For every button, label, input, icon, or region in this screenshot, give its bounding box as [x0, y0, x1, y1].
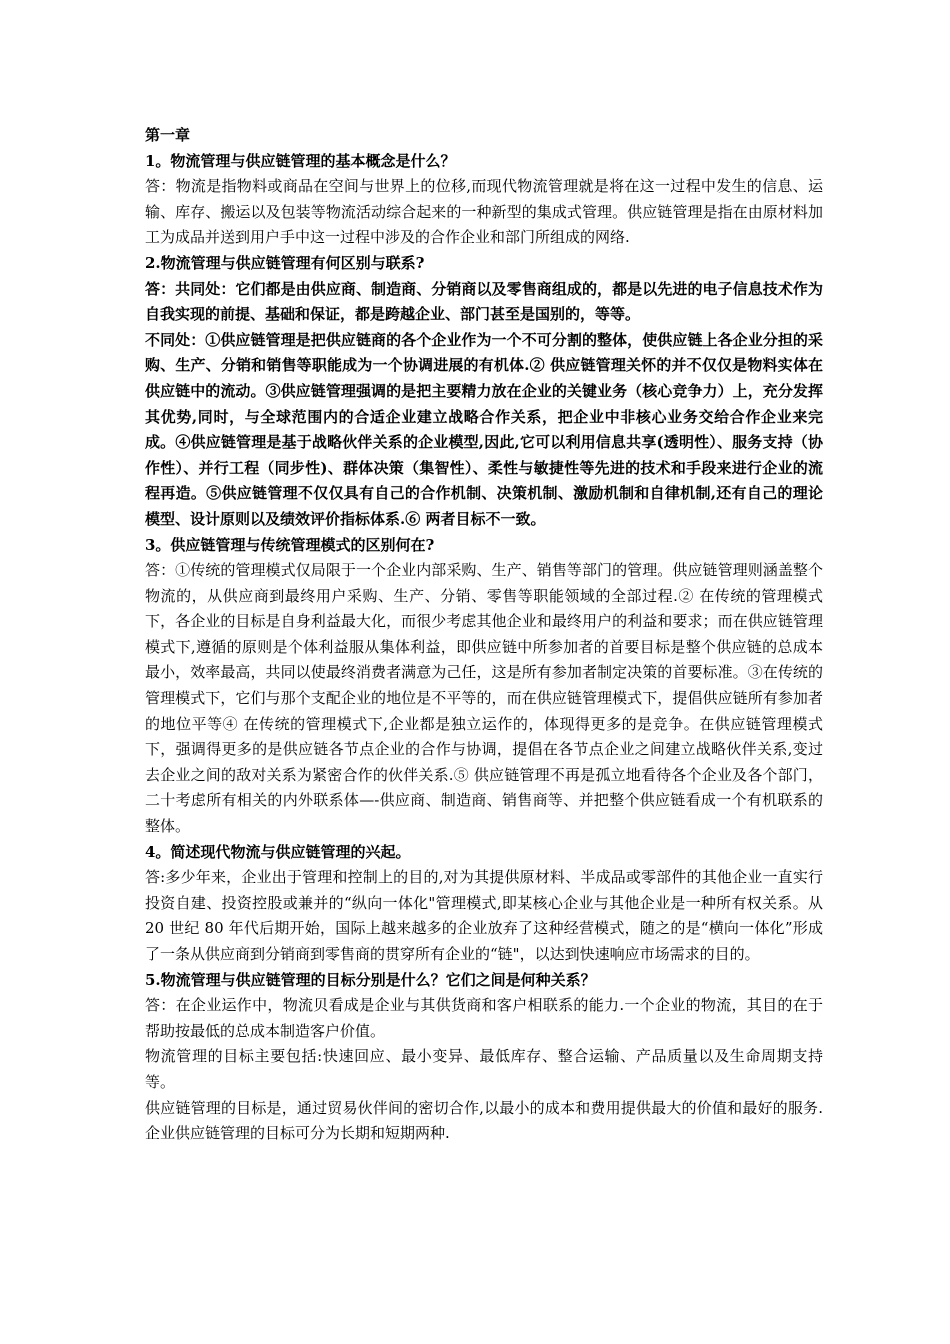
chapter-title: 第一章 [145, 126, 191, 144]
question-4: 4。简述现代物流与供应链管理的兴起。 [145, 842, 411, 861]
answer-1: 答：物流是指物料或商品在空间与世界上的位移,而现代物流管理就是将在这一过程中发生的信息、运输、库存、搬运以及包装等物流活动综合起来的一种新型的集成式管理。供应链管理是指在由原材料加工为成品并送到用户手中这一过程中涉及的合作企业和部门所组成的网络. [145, 177, 823, 247]
answer-4: 答:多少年来，企业出于管理和控制上的目的,对为其提供原材料、半成品或零部件的其他企业一直实行投资自建、投资控股或兼并的“纵向一体化"管理模式,即某核心企业与其他企业是一种所有权关系。从 20 世纪 80 年代后期开始，国际上越来越多的企业放弃了这种经营模式，随之的是“横向一体化”形成了一条从供应商到分销商到零售商的贯穿所有企业的“链"，以达到快速响应市场需求的目的。 [145, 868, 823, 963]
question-1: 1。物流管理与供应链管理的基本概念是什么？ [145, 151, 456, 170]
answer-5-logistics-goals: 物流管理的目标主要包括:快速回应、最小变异、最低库存、整合运输、产品质量以及生命周期支持等。 [145, 1047, 823, 1091]
answer-5-supply-chain-goals: 供应链管理的目标是，通过贸易伙伴间的密切合作,以最小的成本和费用提供最大的价值和最好的服务.企业供应链管理的目标可分为长期和短期两种. [145, 1098, 823, 1143]
question-5: 5.物流管理与供应链管理的目标分别是什么？它们之间是何种关系？ [145, 970, 596, 989]
answer-2-differences: 不同处：①供应链管理是把供应链商的各个企业作为一个不可分割的整体，使供应链上各企业分担的采购、生产、分销和销售等职能成为一个协调进展的有机体.② 供应链管理关怀的并不仅仅是物料实体在供应链中的流动。③供应链管理强调的是把主要精力放在企业的关键业务（核心竞争力）上，充分发挥其优势,同时，与全球范围内的合适企业建立战略合作关系，把企业中非核心业务交给合作企业来完成。④供应链管理是基于战略伙伴关系的企业模型,因此,它可以利用信息共享(透明性）、服务支持（协作性）、并行工程（同步性)、群体决策（集智性）、柔性与敏捷性等先进的技术和手段来进行企业的流程再造。⑤供应链管理不仅仅具有自己的合作机制、决策机制、激励机制和自律机制,还有自己的理论模型、设计原则以及绩效评价指标体系.⑥ 两者目标不一致。 [145, 330, 823, 528]
answer-3: 答：①传统的管理模式仅局限于一个企业内部采购、生产、销售等部门的管理。供应链管理则涵盖整个物流的，从供应商到最终用户采购、生产、分销、零售等职能领域的全部过程.② 在传统的管理模式下，各企业的目标是自身利益最大化，而很少考虑其他企业和最终用户的利益和要求；而在供应链管理模式下,遵循的原则是个体利益服从集体利益，即供应链中所参加者的首要目标是整个供应链的总成本最小，效率最高，共同以使最终消费者满意为己任，这是所有参加者制定决策的首要标准。③在传统的管理模式下，它们与那个支配企业的地位是不平等的，而在供应链管理模式下，提倡供应链所有参加者的地位平等④ 在传统的管理模式下,企业都是独立运作的，体现得更多的是竞争。在供应链管理模式下，强调得更多的是供应链各节点企业的合作与协调，提倡在各节点企业之间建立战略伙伴关系,变过去企业之间的敌对关系为紧密合作的伙伴关系.⑤ 供应链管理不再是孤立地看待各个企业及各个部门，二十考虑所有相关的内外联系体—-供应商、制造商、销售商等、并把整个供应链看成一个有机联系的整体。 [145, 561, 823, 836]
answer-2-similarities: 答：共同处：它们都是由供应商、制造商、分销商以及零售商组成的，都是以先进的电子信息技术作为自我实现的前提、基础和保证，都是跨越企业、部门甚至是国别的，等等。 [145, 279, 823, 324]
document-page [145, 123, 823, 1147]
question-2: 2.物流管理与供应链管理有何区别与联系? [145, 253, 425, 272]
question-3: 3。供应链管理与传统管理模式的区别何在? [145, 535, 435, 554]
answer-5-intro: 答：在企业运作中，物流贝看成是企业与其供货商和客户相联系的能力.一个企业的物流，其目的在于帮助按最低的总成本制造客户价值。 [145, 996, 823, 1040]
